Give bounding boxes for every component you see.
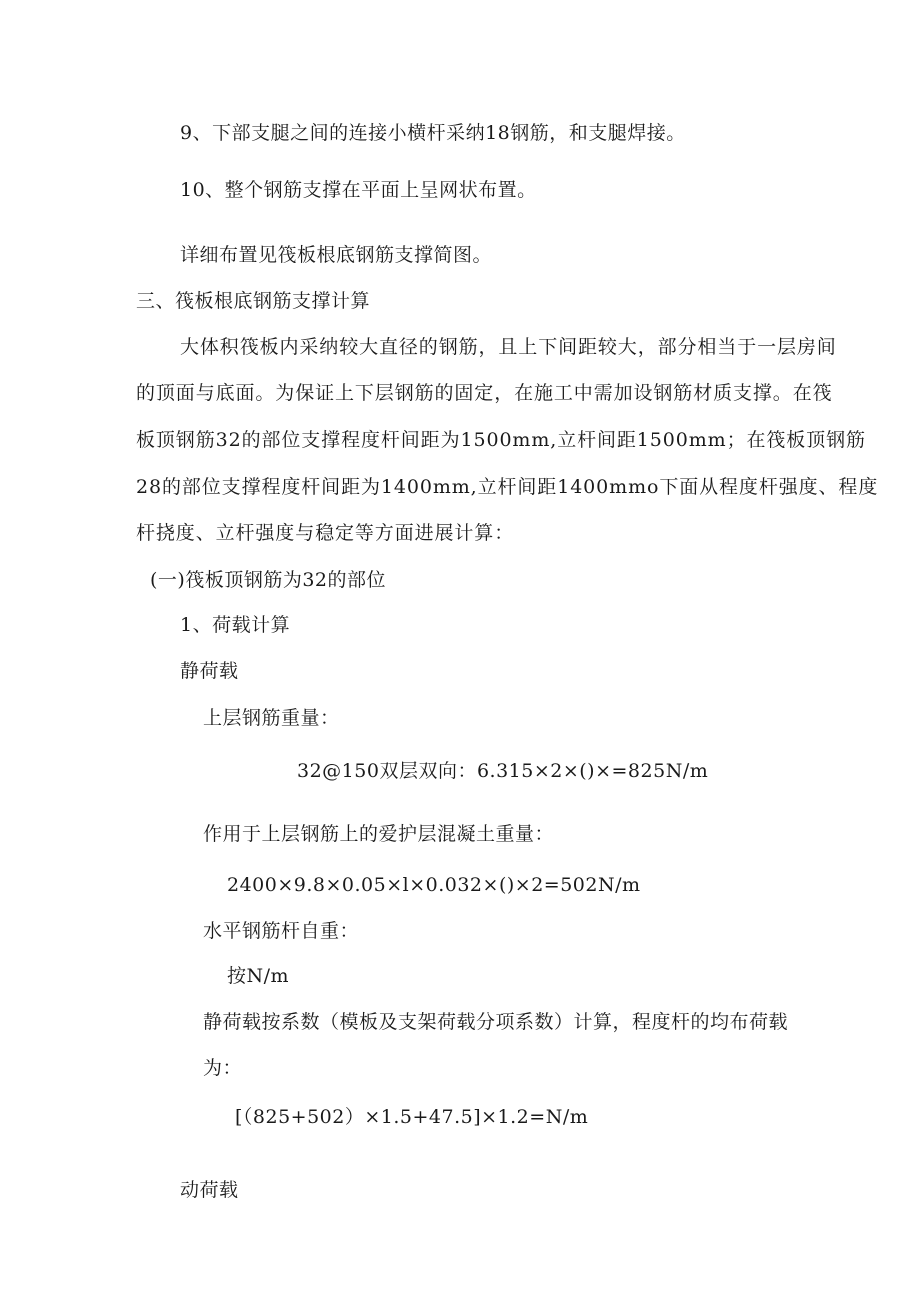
intro-line-3: 板顶钢筋32的部位支撑程度杆间距为1500mm,立杆间距1500mm；在筏板顶钢筋	[136, 429, 866, 451]
intro-line-2: 的顶面与底面。为保证上下层钢筋的固定，在施工中需加设钢筋材质支撑。在筏	[136, 382, 833, 404]
intro-line-4: 28的部位支撑程度杆间距为1400mm,立杆间距1400mmo下面从程度杆强度、程度	[136, 476, 879, 498]
intro-line-1: 大体积筏板内采纳较大直径的钢筋，且上下间距较大，部分相当于一层房间	[180, 336, 837, 358]
static-coeff-line-2: 为：	[203, 1057, 243, 1079]
static-load-title: 静荷载	[180, 660, 239, 682]
detail-note: 详细布置见筏板根底钢筋支撑简图。	[180, 244, 493, 266]
list-item-10: 10、整个钢筋支撑在平面上呈网状布置。	[180, 179, 537, 201]
section-title: 三、筏板根底钢筋支撑计算	[136, 290, 371, 312]
horizontal-bar-label: 水平钢筋杆自重：	[203, 920, 360, 942]
cover-concrete-formula: 2400×9.8×0.05×l×0.032×()×2=502N/m	[227, 874, 641, 896]
horizontal-bar-value: 按N/m	[227, 965, 290, 987]
load-calc-title: 1、荷载计算	[180, 614, 291, 636]
cover-concrete-label: 作用于上层钢筋上的爱护层混凝土重量：	[203, 823, 555, 845]
upper-rebar-weight-formula: 32@150双层双向：6.315×2×()×=825N∕m	[297, 760, 709, 782]
list-item-9: 9、下部支腿之间的连接小横杆采纳18钢筋，和支腿焊接。	[180, 122, 686, 144]
static-coeff-line-1: 静荷载按系数（模板及支架荷载分项系数）计算，程度杆的均布荷载	[203, 1011, 789, 1033]
intro-line-5: 杆挠度、立杆强度与稳定等方面进展计算：	[136, 522, 515, 544]
upper-rebar-weight-label: 上层钢筋重量：	[203, 707, 340, 729]
dynamic-load-title: 动荷载	[180, 1179, 239, 1201]
uniform-load-formula: [（825+502）×1.5+47.5]×1.2=N∕m	[235, 1106, 589, 1128]
subsection-title: (一)筏板顶钢筋为32的部位	[150, 569, 387, 591]
